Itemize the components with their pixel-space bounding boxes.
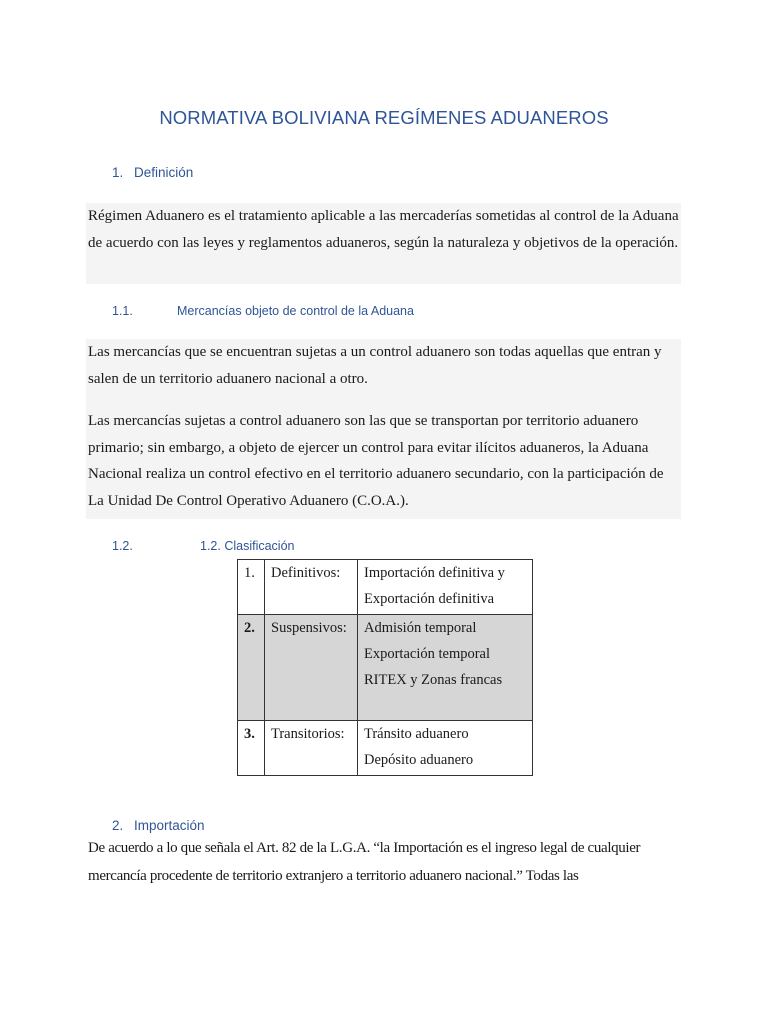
row-category: Suspensivos: bbox=[265, 615, 358, 721]
row-number: 2. bbox=[238, 615, 265, 721]
classification-table bbox=[237, 559, 533, 776]
table-row bbox=[238, 560, 533, 615]
row-values bbox=[358, 560, 533, 615]
importacion-line-1: De acuerdo a lo que señala el Art. 82 de la L.G.A. “la Importación es el ingreso legal de cualquier bbox=[88, 840, 641, 856]
mercancias-paragraph-2: Las mercancías sujetas a control aduanero son las que se transportan por territorio aduanero primario; sin embargo, a objeto de ejercer un control para evitar ilícitos aduaneros, la Aduana Nacional realiza un control efectivo en el territorio aduanero secundario, con la participación de La Unidad De Control Operativo Aduanero (C.O.A.). bbox=[88, 413, 664, 509]
section-heading-importacion bbox=[112, 818, 205, 833]
importacion-line-2: mercancía procedente de territorio extranjero a territorio aduanero nacional.” Todas las bbox=[88, 868, 579, 884]
definition-paragraph: Régimen Aduanero es el tratamiento aplicable a las mercaderías sometidas al control de la Aduana de acuerdo con las leyes y reglamentos aduaneros, según la naturaleza y objetivos de la operación. bbox=[88, 208, 679, 251]
subsection-number: 1.2. bbox=[112, 539, 133, 553]
row-values bbox=[358, 721, 533, 776]
table-row bbox=[238, 615, 533, 721]
subsection-number: 1.1. bbox=[112, 304, 133, 318]
row-value: Exportación temporal bbox=[364, 646, 491, 662]
section-number: 2. bbox=[112, 818, 124, 833]
row-number: 1. bbox=[238, 560, 265, 615]
subsection-label: Mercancías objeto de control de la Aduana bbox=[177, 304, 414, 318]
row-number: 3. bbox=[238, 721, 265, 776]
row-value: Exportación definitiva bbox=[364, 591, 495, 607]
row-value: Tránsito aduanero bbox=[364, 726, 469, 742]
row-category: Transitorios: bbox=[265, 721, 358, 776]
section-heading-definicion bbox=[112, 165, 193, 180]
section-label: Definición bbox=[134, 165, 194, 180]
row-value: Depósito aduanero bbox=[364, 752, 474, 768]
subsection-label: 1.2. Clasificación bbox=[200, 539, 295, 553]
definition-block bbox=[86, 203, 681, 284]
mercancias-paragraph-1: Las mercancías que se encuentran sujetas a un control aduanero son todas aquellas que entran y salen de un territorio aduanero nacional a otro. bbox=[88, 344, 662, 387]
section-number: 1. bbox=[112, 165, 124, 180]
row-value: Admisión temporal bbox=[364, 620, 477, 636]
table-row bbox=[238, 721, 533, 776]
page-title: NORMATIVA BOLIVIANA REGÍMENES ADUANEROS bbox=[159, 107, 609, 128]
mercancias-block bbox=[86, 339, 681, 519]
row-category: Definitivos: bbox=[265, 560, 358, 615]
row-values bbox=[358, 615, 533, 721]
section-label: Importación bbox=[134, 818, 205, 833]
subsection-heading-clasificacion bbox=[112, 539, 295, 553]
row-value: Importación definitiva y bbox=[364, 565, 505, 581]
row-value: RITEX y Zonas francas bbox=[364, 672, 503, 688]
subsection-heading-mercancias bbox=[112, 304, 414, 318]
